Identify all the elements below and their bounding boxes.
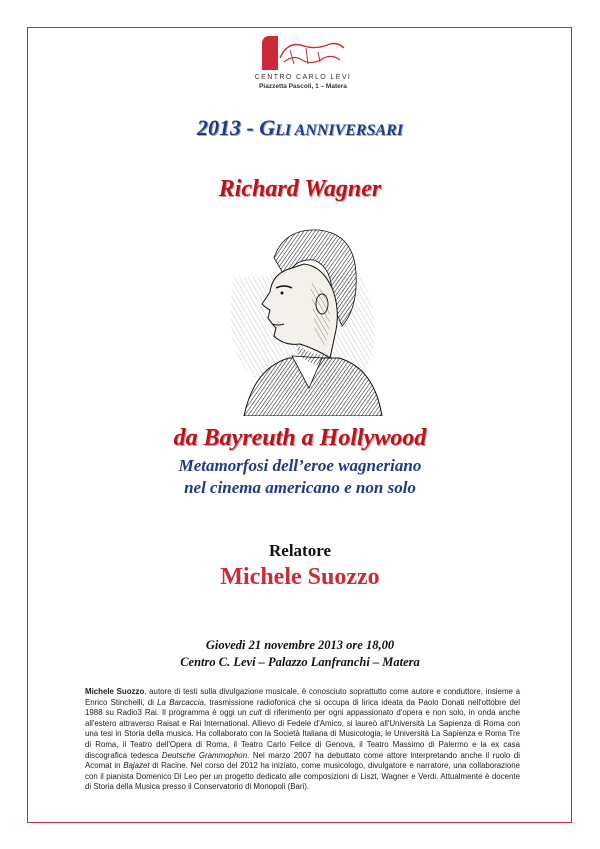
- composer-name: Richard Wagner: [218, 176, 382, 202]
- title-rest: LI ANNIVERSARI: [275, 122, 404, 139]
- subtitle-line-2: nel cinema americano e non solo: [184, 478, 416, 497]
- title-year: 2013 - G: [196, 115, 276, 140]
- subtitle-line-1: Metamorfosi dell’eroe wagneriano: [178, 456, 422, 475]
- relatore-label: Relatore: [269, 541, 331, 560]
- wagner-portrait: [214, 218, 384, 416]
- bio-label: Deutsche Grammophon: [161, 750, 248, 760]
- event-date: Giovedì 21 novembre 2013 ore 18,00: [205, 638, 395, 652]
- bio-text-2: , trasmissione radiofonica che si occupa di lirica ideata da Paolo Donati nell'ottobre del 1988 su Radio3 Rai. Il programma è oggi un: [85, 697, 521, 718]
- event-place: Centro C. Levi – Palazzo Lanfranchi – Matera: [180, 655, 420, 669]
- bio-text-5: di Racine. Nel corso del 2012 ha iniziato, come musicologo, divulgatore e narratore, una collaborazione con il pianista Domenico Di Leo per un progetto dedicato alle composizioni di Liszt, Wagner e Verdi. Attualmente è docente di Storia della Musica presso il Conservatorio di Monopoli (Bari).: [85, 761, 520, 792]
- logo-emblem-icon: [260, 34, 346, 72]
- subtitle-main: da Bayreuth a Hollywood: [173, 425, 427, 451]
- bio-name: Michele Suozzo: [85, 687, 145, 696]
- speaker-biography: [85, 687, 520, 793]
- bio-play: Bajazet: [123, 761, 150, 771]
- bio-text-4: . Nel marzo 2007 ha debuttato come attore interpretando anche il ruolo di Acomat in: [85, 750, 520, 771]
- bio-text-3: di riferimento per ogni appassionato d'opera e non solo, in onda anche all'estero attraverso Raisat e Rai International. Allievo di Fedele d'Amico, si laureò all'Università La Sapienza di Roma con una tesi in Storia della musica. Ha collaborato con la Società Italiana di Musicologia, le Università La Sapienza e Roma Tre di Roma, il Teatro dell'Opera di Roma, il Teatro Carlo Felice di Genova, il Teatro Massimo di Palermo e la ex casa discografica tedesca: [85, 708, 520, 760]
- bio-program: La Barcaccia: [157, 697, 204, 707]
- speaker-name: Michele Suozzo: [220, 564, 380, 590]
- page-title: [0, 115, 600, 141]
- centro-carlo-levi-logo: [240, 34, 366, 90]
- event-details: [0, 637, 600, 671]
- logo-address: Piazzetta Pascoli, 1 – Matera: [259, 83, 347, 90]
- bio-cult: cult: [249, 708, 262, 718]
- subtitle: [0, 455, 600, 499]
- logo-org-name: CENTRO CARLO LEVI: [254, 74, 352, 81]
- bio-text-1: , autore di testi sulla divulgazione musicale, è conosciuto soprattutto come autore e conduttore, insieme a Enrico Stinchelli, di: [85, 687, 520, 707]
